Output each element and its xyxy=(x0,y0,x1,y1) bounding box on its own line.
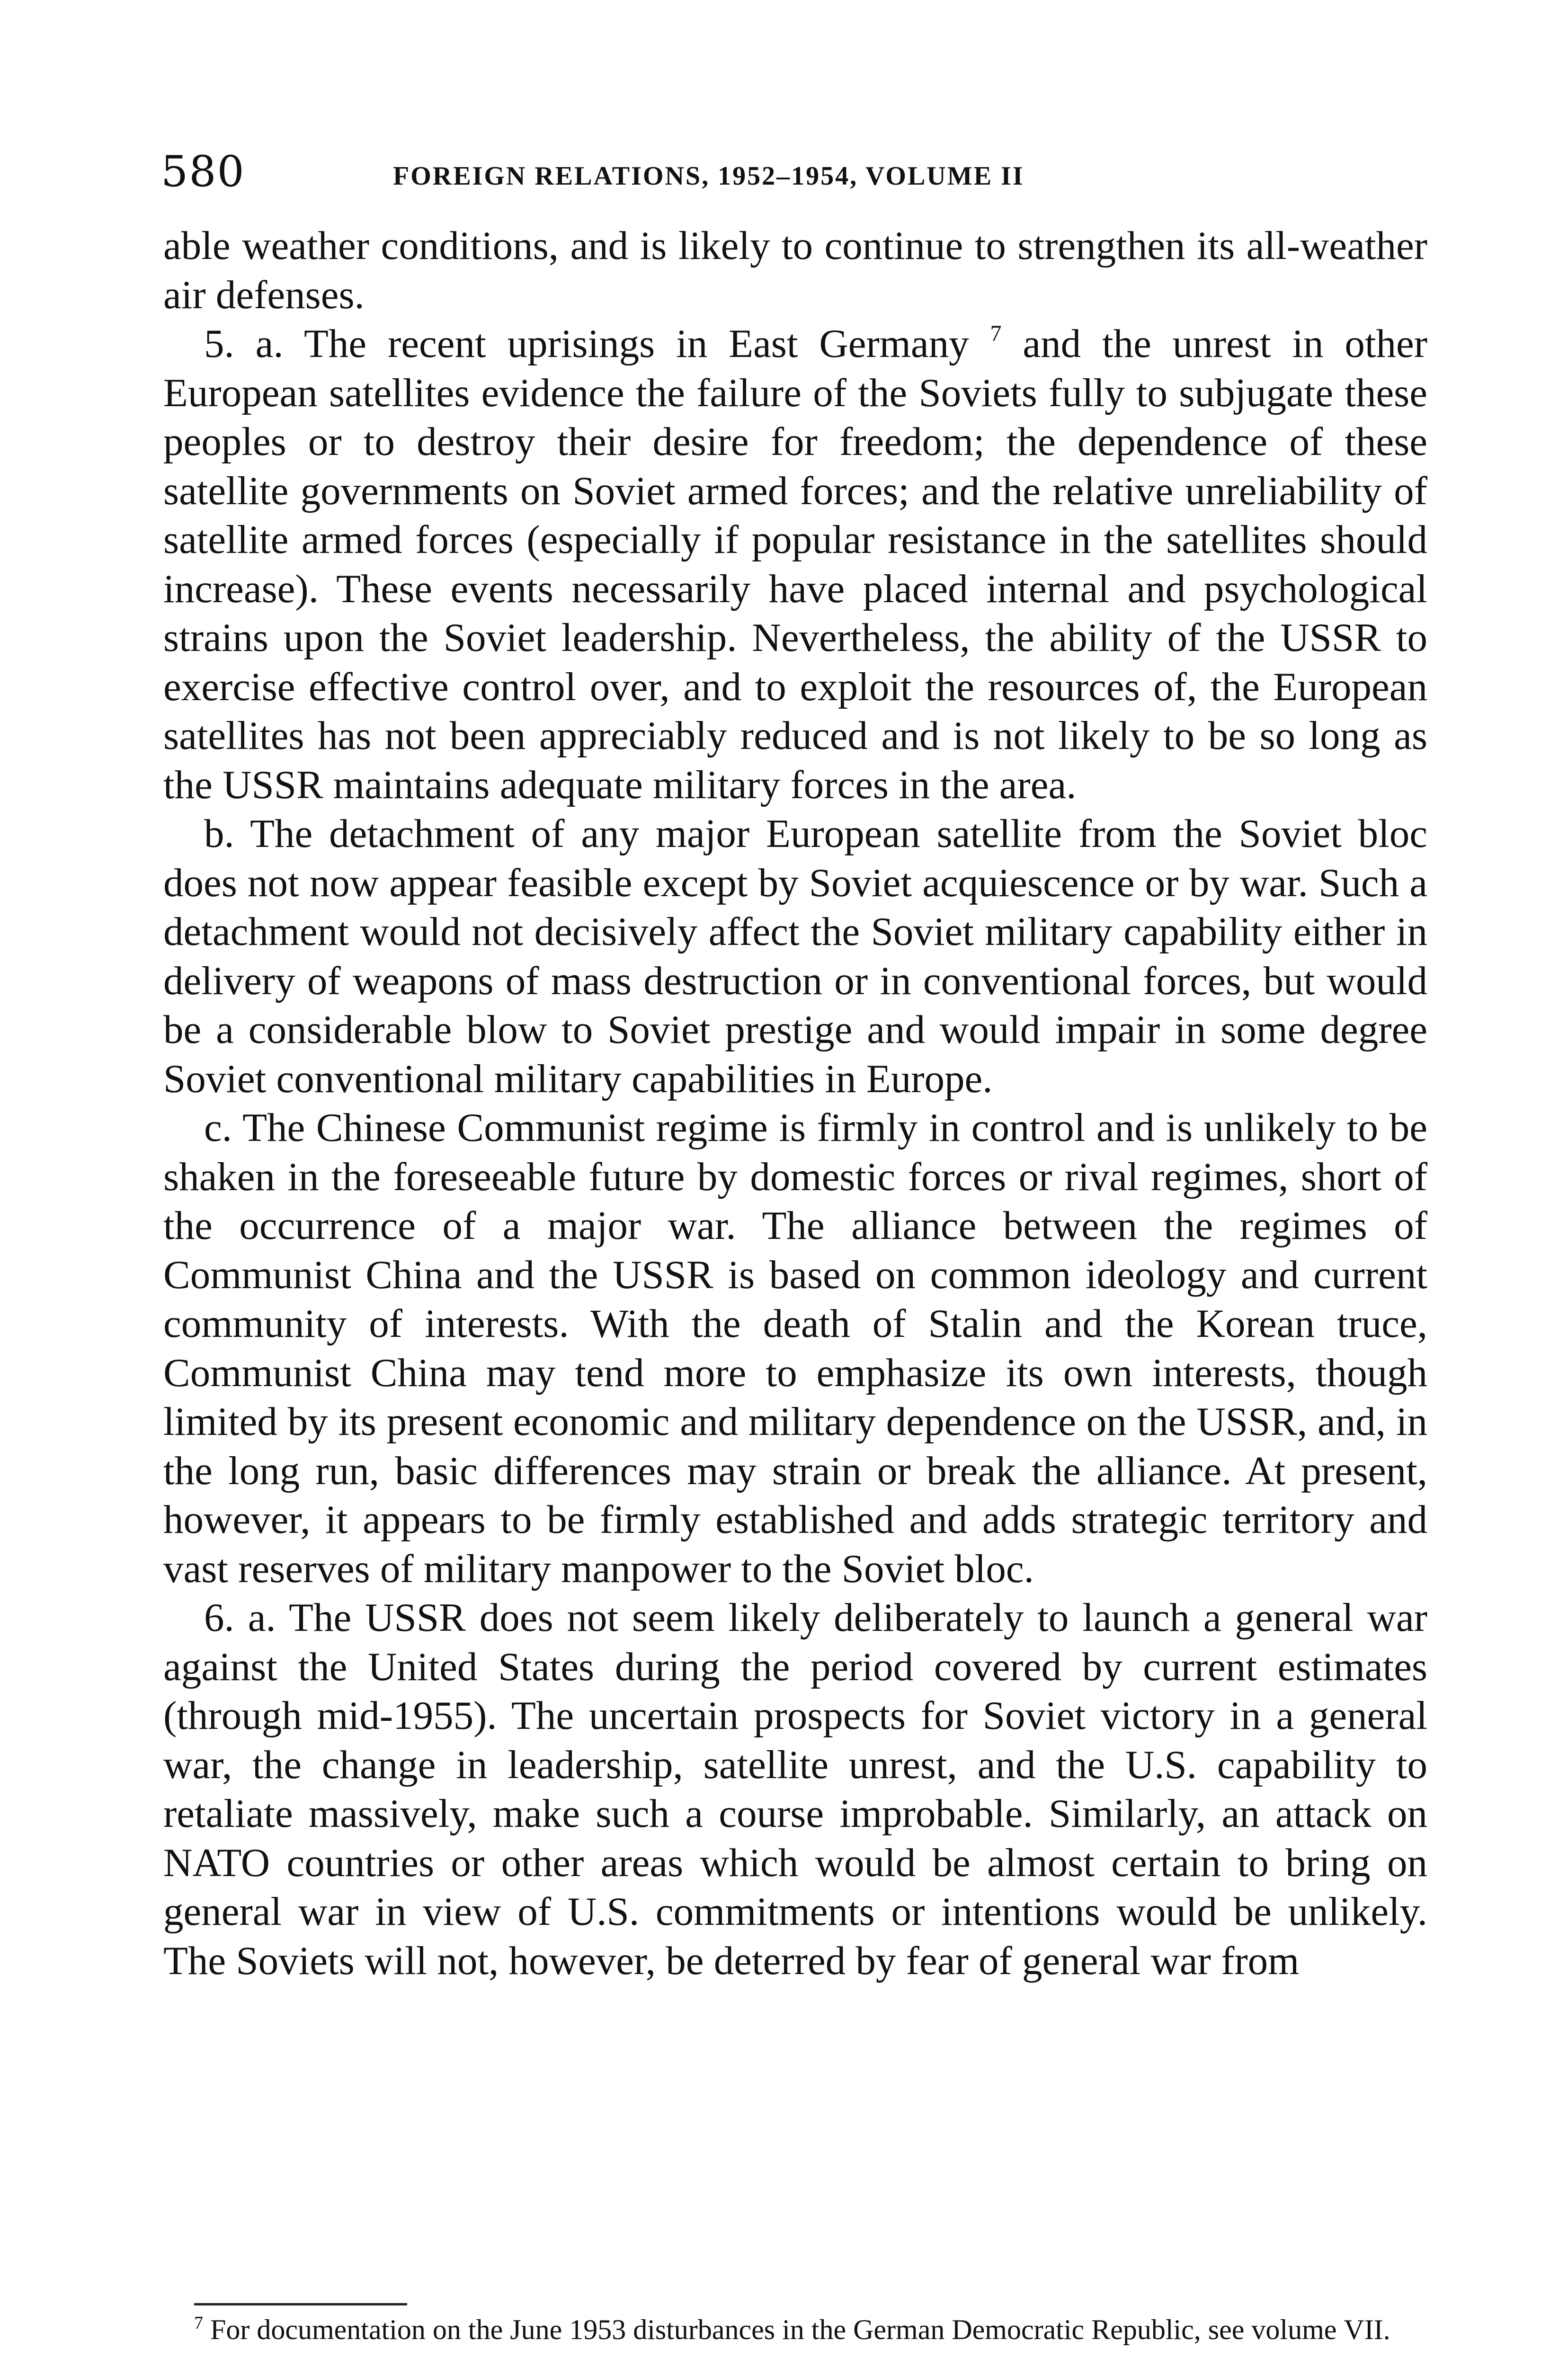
paragraph-5b: b. The detachment of any major European satellite from the Soviet bloc does not now appear feasible except by Soviet acquiescence or by war. Such a detachment would not decisively affect the Soviet military capability either in delivery of weapons of mass destruction or in conventional forces, but would be a considerable blow to Soviet prestige and would impair in some degree Soviet conventional military capabilities in Europe. xyxy=(163,811,1427,1101)
body-text xyxy=(163,222,1427,1985)
paragraph-5a xyxy=(163,320,1427,810)
footnote-divider xyxy=(194,2303,407,2305)
footnote-text: For documentation on the June 1953 disturbances in the German Democratic Republic, see volume xyxy=(210,2314,1337,2345)
footnote xyxy=(194,2311,1439,2348)
paragraph-5a-lead: 5. a. The recent uprisings in East Germany xyxy=(204,321,969,366)
paragraph-5c: c. The Chinese Communist regime is firmly in control and is unlikely to be shaken in the foreseeable future by domestic forces or rival regimes, short of the occurrence of a major war. The alliance between the regimes of Communist China and the USSR is based on common ideology and current community of interests. With the death of Stalin and the Korean truce, Communist China may tend more to emphasize its own interests, though limited by its present economic and military dependence on the USSR, and, in the long run, basic differences may strain or break the alliance. At present, however, it appears to be firmly established and adds strategic territory and vast reserves of military manpower to the Soviet bloc. xyxy=(163,1105,1427,1591)
paragraph-6a: 6. a. The USSR does not seem likely deliberately to launch a general war against the United States during the period covered by current estimates (through mid-1955). The uncertain prospects for Soviet victory in a general war, the change in leadership, satellite unrest, and the U.S. capability to retaliate massively, make such a course improbable. Similarly, an attack on NATO countries or other areas which would be almost certain to bring on general war in view of U.S. commitments or intentions would be unlikely. The Soviets will not, however, be deterred by fear of general war from xyxy=(163,1595,1427,1983)
paragraph-continuation: able weather conditions, and is likely to continue to strengthen its all-weather air defenses. xyxy=(163,223,1427,317)
page-header xyxy=(161,147,1430,208)
footnote-reference[interactable]: 7 xyxy=(990,321,1002,346)
footnote-volume: VII. xyxy=(1344,2314,1390,2345)
paragraph-5a-rest: and the unrest in other European satellites evidence the failure of the Soviets fully to subjugate these peoples or to destroy their desire for freedom; the dependence of these satellite governments on Soviet armed forces; and the relative unreliability of satellite armed forces (especially if popular resistance in the satellites should increase). These events necessarily have placed internal and psychological strains upon the Soviet leadership. Nevertheless, the ability of the USSR to exercise effective control over, and to exploit the resources of, the European satellites has not been appreciably reduced and is not likely to be so long as the USSR maintains adequate military forces in the area. xyxy=(163,321,1427,807)
page-number: 580 xyxy=(161,147,245,196)
running-head: FOREIGN RELATIONS, 1952–1954, VOLUME II xyxy=(393,161,1025,191)
footnote-marker: 7 xyxy=(194,2313,203,2333)
